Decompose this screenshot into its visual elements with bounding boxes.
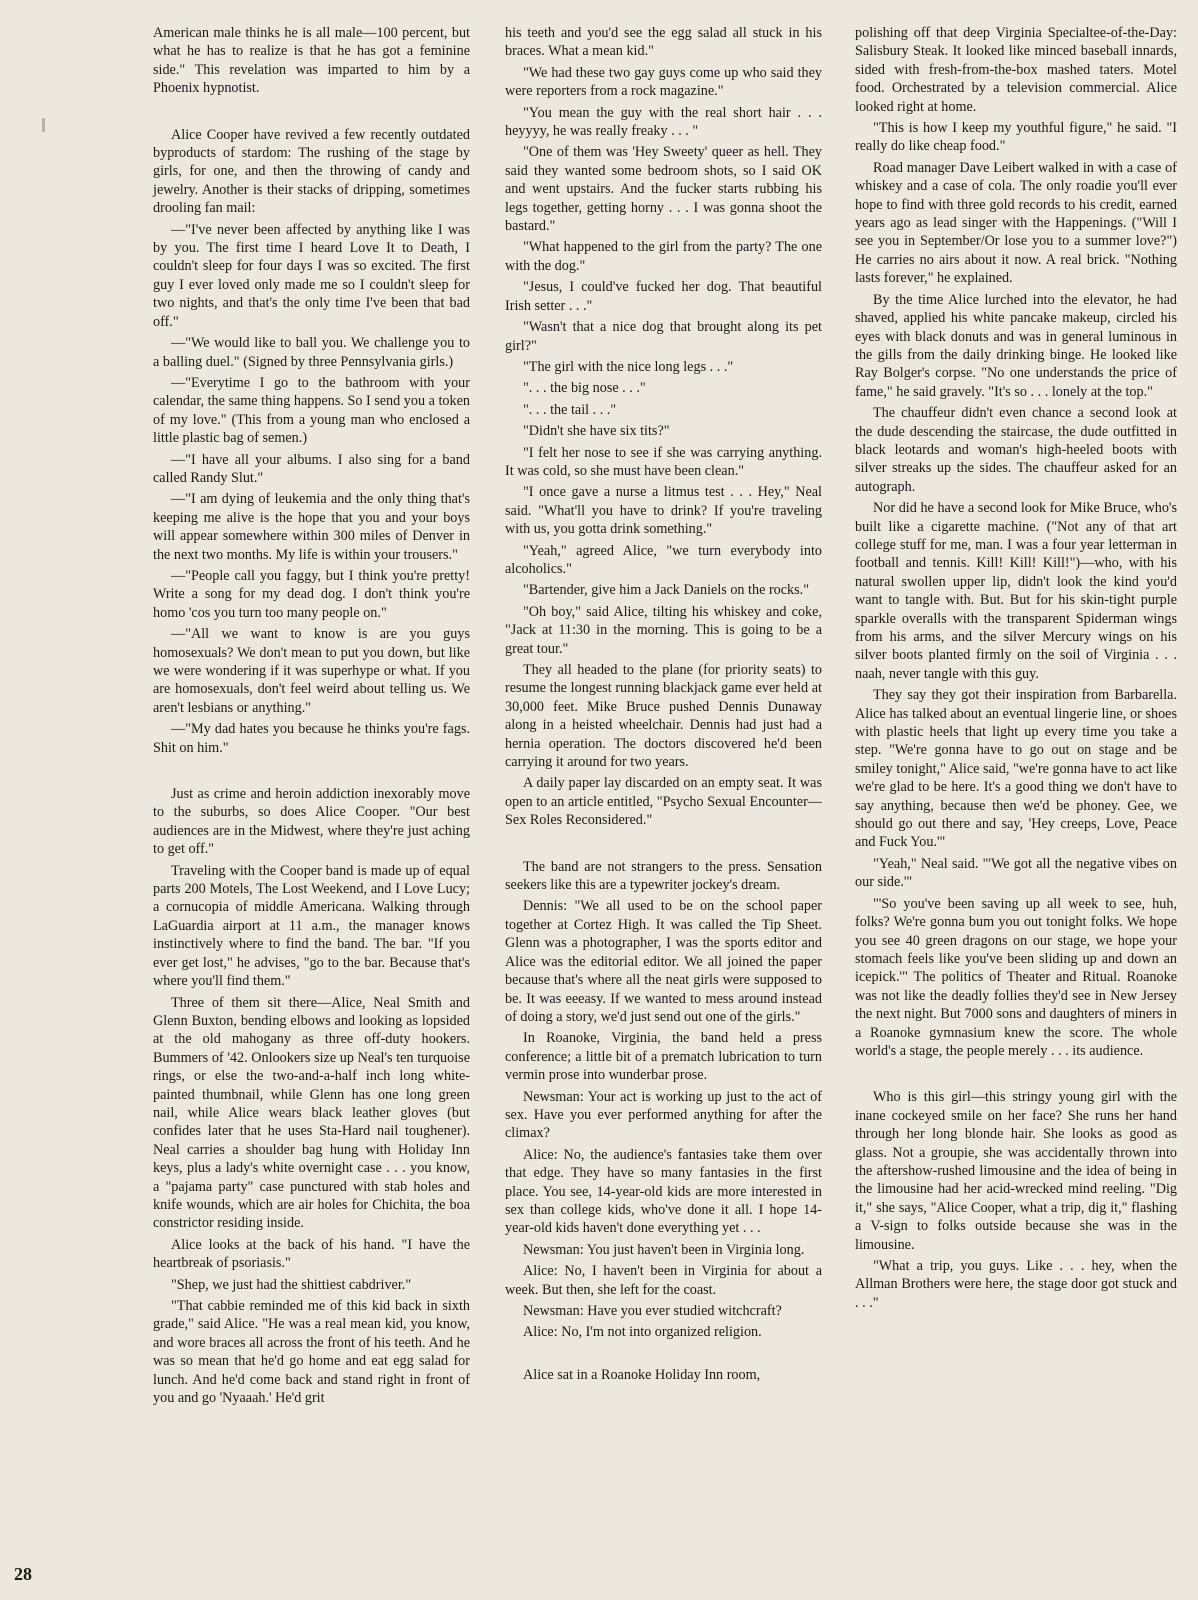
article-column-3	[855, 24, 1177, 1315]
article-paragraph: Newsman: Your act is working up just to the act of sex. Have you ever performed anything for after the climax?	[505, 1088, 822, 1142]
article-paragraph: They say they got their inspiration from Barbarella. Alice has talked about an eventual lingerie line, or shoes with plastic heels that light up every time you take a step. "We're gonna have to go out on stage and be smiley tonight," Alice said, "we're gonna have to act like we're glad to be here. It's a good thing we don't have to say anything, because then we'd be phoney. Gee, we should go out there and say, 'Hey creeps, Love, Peace and Fuck You.'"	[855, 687, 1177, 851]
article-paragraph: "What a trip, you guys. Like . . . hey, when the Allman Brothers were here, the stage door got stuck and . . ."	[855, 1258, 1177, 1311]
article-paragraph: Three of them sit there—Alice, Neal Smith and Glenn Buxton, bending elbows and looking as lopsided at the old mahogany as three off-duty hookers. Bummers of '42. Onlookers size up Neal's ten turquoise rings, or else the two-and-a-half inch long white-painted thumbnail, while Glenn has one long green nail, while Alice wears black leather gloves (but confides later that he uses Sta-Hard nail toughener). Neal carries a shoulder bag hung with Holiday Inn keys, plus a lady's white overnight case . . . you know, a "pajama party" case punctured with stab holes and knife wounds, which are air holes for Chichita, the boa constrictor residing inside.	[153, 994, 470, 1232]
article-paragraph: —"I have all your albums. I also sing for a band called Randy Slut."	[153, 451, 470, 486]
article-paragraph: Alice sat in a Roanoke Holiday Inn room,	[523, 1366, 761, 1383]
article-paragraph: "The girl with the nice long legs . . ."	[523, 358, 734, 375]
article-paragraph: "We had these two gay guys come up who said they were reporters from a rock magazine."	[505, 64, 822, 100]
article-paragraph: Nor did he have a second look for Mike Bruce, who's built like a cigarette machine. ("Not any of that art college stuff for me, man. I was a four year letterman in football and tennis. Kill! Kill! Kill!")—who, with his natural swollen upper lip, didn't look the kind you'd want to tangle with. But. But for his skin-tight purple sparkle overalls with the transparent Spiderman wings from his arms, and the silver Mercury wings on his silver boots planted firmly on the soil of Virginia . . . naah, never tangle with this guy.	[855, 500, 1177, 682]
article-paragraph: Dennis: "We all used to be on the school paper together at Cortez High. It was called the Tip Sheet. Glenn was a photographer, I was the sports editor and Alice was the editorial editor. We all joined the paper because that's where all the neat girls were supposed to be. It was eeeasy. If we wanted to mess around instead of doing a story, we'd just send out one of the girls."	[505, 898, 822, 1025]
article-paragraph: "One of them was 'Hey Sweety' queer as hell. They said they wanted some bedroom shots, so I said OK and went upstairs. And the fucker starts rubbing his legs together, getting horny . . . I was gonna shoot the bastard."	[505, 144, 822, 235]
article-paragraph: —"We would like to ball you. We challenge you to a balling duel." (Signed by three Pennsylvania girls.)	[153, 335, 470, 370]
article-paragraph: polishing off that deep Virginia Specialtee-of-the-Day: Salisbury Steak. It looked like minced baseball innards, sided with fresh-from-the-box mashed taters. Motel food. Orchestrated by a television commercial. Alice looked right at home.	[855, 25, 1177, 115]
article-paragraph: "You mean the guy with the real short hair . . . heyyyy, he was really freaky . . . "	[505, 104, 822, 140]
article-paragraph: Alice: No, I'm not into organized religion.	[523, 1324, 762, 1341]
article-paragraph: By the time Alice lurched into the elevator, he had shaved, applied his white pancake makeup, circled his eyes with black donuts and was in general luminous in the gills from the daily drinking binge. He looked like Ray Bolger's corpse. "No one understands the price of fame," he said gravely. "It's so . . . lonely at the top."	[855, 291, 1177, 400]
article-paragraph: "This is how I keep my youthful figure," he said. "I really do like cheap food."	[855, 120, 1177, 155]
article-paragraph: A daily paper lay discarded on an empty seat. It was open to an article entitled, "Psycho Sexual Encounter—Sex Roles Reconsidered."	[505, 775, 822, 829]
article-paragraph: Who is this girl—this stringy young girl with the inane cockeyed smile on her face? She runs her hand through her long blonde hair. She looks as good as glass. Not a groupie, she was accidentally thrown into the aftershow-rushed limousine and the idea of being in the limousine had her acid-wrecked mind reeling. "Dig it," she says, "Alice Cooper, what a trip, dig it," flashing a V-sign to folks outside because she was in the limousine.	[855, 1089, 1177, 1253]
article-column-1	[153, 24, 470, 1410]
article-paragraph: his teeth and you'd see the egg salad all stuck in his braces. What a mean kid."	[505, 25, 822, 60]
article-paragraph: "What happened to the girl from the party? The one with the dog."	[505, 239, 822, 274]
article-paragraph: —"I am dying of leukemia and the only thing that's keeping me alive is the hope that you and your boys will appear somewhere within 300 miles of Denver in the next two months. My life is within your trousers."	[153, 491, 470, 563]
article-paragraph: "That cabbie reminded me of this kid back in sixth grade," said Alice. "He was a real mean kid, you know, and wore braces all across the front of his teeth. And he was so mean that he'd go home and eat egg salad for lunch. And he'd come back and stand right in front of you and go 'Nyaaah.' He'd grit	[153, 1298, 470, 1407]
article-paragraph: Newsman: You just haven't been in Virginia long.	[523, 1241, 805, 1258]
article-paragraph: —"My dad hates you because he thinks you're fags. Shit on him."	[153, 721, 470, 756]
article-paragraph: "Yeah," agreed Alice, "we turn everybody into alcoholics."	[505, 542, 822, 577]
article-paragraph: —"Everytime I go to the bathroom with your calendar, the same thing happens. So I send you a token of my love." (This from a young man who enclosed a little plastic bag of semen.)	[153, 374, 470, 447]
article-paragraph: Newsman: Have you ever studied witchcraft?	[523, 1303, 782, 1319]
article-paragraph: "Didn't she have six tits?"	[523, 423, 670, 440]
page-number: 28	[14, 1564, 32, 1584]
article-paragraph: "I felt her nose to see if she was carrying anything. It was cold, so she must have been clean."	[505, 444, 822, 479]
article-paragraph: Alice Cooper have revived a few recently outdated byproducts of stardom: The rushing of the stage by girls, for one, and then the throwing of candy and jewelry. Another is their stacks of dripping, sometimes drooling fan mail:	[153, 126, 470, 217]
page-edge-mark	[42, 118, 45, 132]
article-paragraph: Alice looks at the back of his hand. "I have the heartbreak of psoriasis."	[153, 1236, 470, 1272]
article-paragraph: "I once gave a nurse a litmus test . . . Hey," Neal said. "What'll you have to drink? If you're traveling with us, you gotta drink something."	[505, 484, 822, 538]
article-paragraph: —"All we want to know is are you guys homosexuals? We don't mean to put you down, but like we were wondering if it was superhype or what. If you are homosexuals, don't feel weird about telling us. We aren't lesbians or anything."	[153, 626, 470, 716]
article-paragraph: "'So you've been saving up all week to see, huh, folks? We're gonna bum you out tonight folks. We hope you see 40 green dragons on our stage, we hope your stomach feels like you've been sliding up and down an icepick.'" The politics of Theater and Ritual. Roanoke was not like the deadly follies they'd see in New Jersey the next night. But 7000 sons and daughters of miners in a Roanoke gymnasium knew the score. The whole world's a stage, the people merely . . . its audience.	[855, 895, 1177, 1059]
article-paragraph: They all headed to the plane (for priority seats) to resume the longest running blackjack game ever held at 30,000 feet. Mike Bruce pushed Dennis Dunaway along in a heisted wheelchair. Dennis had just had a hernia operation. The doctors discovered he'd been carrying it around for two years.	[505, 662, 822, 771]
article-paragraph: Alice: No, I haven't been in Virginia for about a week. But then, she left for the coast.	[505, 1263, 822, 1298]
article-paragraph: "Bartender, give him a Jack Daniels on the rocks."	[523, 582, 810, 599]
article-paragraph: "Wasn't that a nice dog that brought along its pet girl?"	[505, 319, 822, 354]
article-paragraph: The band are not strangers to the press. Sensation seekers like this are a typewriter jockey's dream.	[505, 858, 822, 894]
article-paragraph: "Yeah," Neal said. "'We got all the negative vibes on our side.'"	[855, 855, 1177, 891]
article-paragraph: —"I've never been affected by anything like I was by you. The first time I heard Love It to Death, I couldn't sleep for four days I was so excited. The first guy I ever loved only made me so I couldn't sleep for two nights, and that's the only time I've been that bad off."	[153, 221, 470, 330]
article-paragraph: Road manager Dave Leibert walked in with a case of whiskey and a case of cola. The only roadie you'll ever hope to find with three gold records to his credit, earned years ago as lead singer with the Happenings. ("Will I see you in September/Or lose you to a summer love?") He carries no airs about it now. A real brick. "Nothing lasts forever," he explained.	[855, 159, 1177, 287]
article-column-2	[505, 24, 822, 1387]
article-paragraph: The chauffeur didn't even chance a second look at the dude descending the staircase, the dude outfitted in black leotards and woman's high-heeled boots with silver streaks up the sides. The chauffeur asked for an autograph.	[855, 405, 1177, 495]
article-paragraph: "Oh boy," said Alice, tilting his whiskey and coke, "Jack at 11:30 in the morning. This is going to be a great tour."	[505, 603, 822, 657]
article-paragraph: "Jesus, I could've fucked her dog. That beautiful Irish setter . . ."	[505, 279, 822, 314]
article-paragraph: ". . . the big nose . . ."	[523, 380, 646, 397]
article-paragraph: "Shep, we just had the shittiest cabdriver."	[171, 1276, 412, 1293]
article-paragraph: In Roanoke, Virginia, the band held a press conference; a little bit of a prematch lubrication to turn vermin prose into wunderbar prose.	[505, 1030, 822, 1084]
article-paragraph: Just as crime and heroin addiction inexorably move to the suburbs, so does Alice Cooper. "Our best audiences are in the Midwest, where they're just aching to get off."	[153, 786, 470, 858]
article-paragraph: Traveling with the Cooper band is made up of equal parts 200 Motels, The Lost Weekend, and I Love Lucy; a cornucopia of middle Americana. Walking through LaGuardia airport at 11 a.m., the manager knows instinctively where to find the band. The bar. "If you ever get lost," he advises, "go to the bar. Because that's where you'll find them."	[153, 862, 470, 990]
article-paragraph: —"People call you faggy, but I think you're pretty! Write a song for my dead dog. I don't think you're homo 'cos you turn too many people on."	[153, 567, 470, 621]
article-paragraph: ". . . the tail . . ."	[523, 401, 617, 418]
article-paragraph: Alice: No, the audience's fantasies take them over that edge. They have so many fantasies in the first place. You see, 14-year-old kids are more interested in sex than college kids, who've done it all. I hope 14-year-old kids haven't done everything yet . . .	[505, 1146, 822, 1237]
article-paragraph: American male thinks he is all male—100 percent, but what he has to realize is that he has got a feminine side." This revelation was imparted to him by a Phoenix hypnotist.	[153, 25, 470, 97]
